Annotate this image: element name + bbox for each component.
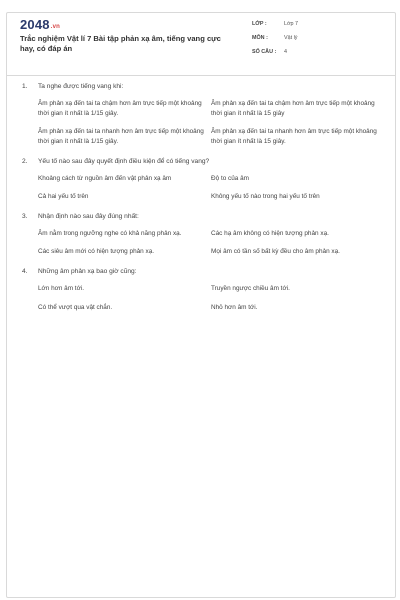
answer-option[interactable]: Không yếu tố nào trong hai yếu tố trên	[211, 193, 320, 200]
answer-option[interactable]: Nhỏ hơn âm tới.	[211, 304, 258, 311]
answer-option[interactable]: Cả hai yếu tố trên	[38, 193, 89, 200]
answer-option[interactable]: Âm phản xạ đến tai ta chậm hơn âm trực tiếp một khoảng thời gian ít nhất là 15 giây	[211, 100, 375, 117]
question-list	[22, 82, 378, 323]
answer-option[interactable]: Âm phản xạ đến tai ta chậm hơn âm trực tiếp một khoảng thời gian ít nhất là 1/15 giây.	[38, 100, 202, 117]
question-stem	[22, 212, 378, 221]
meta-row-subject	[252, 32, 380, 43]
answer-options	[22, 229, 378, 257]
question-number: 3.	[22, 213, 28, 220]
meta-key: SỐ CÂU :	[252, 48, 277, 55]
worksheet-header	[20, 14, 380, 76]
meta-key: LỚP :	[252, 20, 267, 27]
answer-option[interactable]: Âm phản xạ đến tai ta nhanh hơn âm trực tiếp một khoảng thời gian ít nhất là 15 giây.	[211, 128, 377, 145]
answer-options	[22, 284, 378, 313]
meta-value: Vật lý	[284, 34, 298, 41]
meta-key: MÔN :	[252, 34, 268, 41]
answer-options	[22, 99, 378, 147]
meta-row-class	[252, 18, 380, 29]
question-text: Ta nghe được tiếng vang khi:	[38, 83, 124, 90]
logo-suffix: .vn	[50, 24, 61, 30]
answer-option[interactable]: Khoảng cách từ nguồn âm đến vật phản xạ âm	[38, 175, 172, 182]
answer-option[interactable]: Lớn hơn âm tới.	[38, 285, 84, 292]
answer-option[interactable]: Âm nằm trong ngưỡng nghe có khả năng phản xạ.	[38, 230, 182, 237]
answer-options	[22, 174, 378, 202]
question-number: 1.	[22, 83, 28, 90]
question-stem	[22, 267, 378, 276]
document-title: Trắc nghiệm Vật lí 7 Bài tập phản xạ âm, tiếng vang cực hay, có đáp án	[20, 34, 221, 53]
answer-option[interactable]: Mọi âm có tần số bất kỳ đều cho âm phản xạ.	[211, 248, 340, 255]
answer-option[interactable]: Âm phản xạ đến tai ta nhanh hơn âm trực tiếp một khoảng thời gian ít nhất là 1/15 giây.	[38, 128, 204, 145]
meta-row-count	[252, 46, 380, 57]
answer-option[interactable]: Có thể vượt qua vật chắn.	[38, 304, 113, 311]
question-stem	[22, 82, 378, 91]
header-divider	[7, 75, 395, 76]
meta-value: Lớp 7	[284, 20, 299, 27]
question-text: Những âm phản xạ bao giờ cũng:	[38, 268, 137, 275]
answer-option[interactable]: Truyền ngược chiều âm tới.	[211, 285, 290, 292]
meta-value: 4	[284, 48, 287, 55]
question-number: 4.	[22, 268, 28, 275]
site-logo[interactable]	[20, 17, 60, 32]
question-text: Nhận định nào sau đây đúng nhất:	[38, 213, 139, 220]
question-2	[22, 157, 378, 202]
answer-option[interactable]: Độ to của âm	[211, 175, 250, 182]
answer-option[interactable]: Các siêu âm mới có hiện tượng phản xạ.	[38, 248, 155, 255]
question-4	[22, 267, 378, 313]
answer-option[interactable]: Các hạ âm không có hiện tượng phản xạ.	[211, 230, 329, 237]
question-stem	[22, 157, 378, 166]
worksheet-meta	[252, 18, 380, 60]
question-number: 2.	[22, 158, 28, 165]
question-1	[22, 82, 378, 147]
question-text: Yếu tố nào sau đây quyết định điều kiện để có tiếng vang?	[38, 158, 210, 165]
logo-main: 2048	[20, 17, 50, 32]
question-3	[22, 212, 378, 257]
